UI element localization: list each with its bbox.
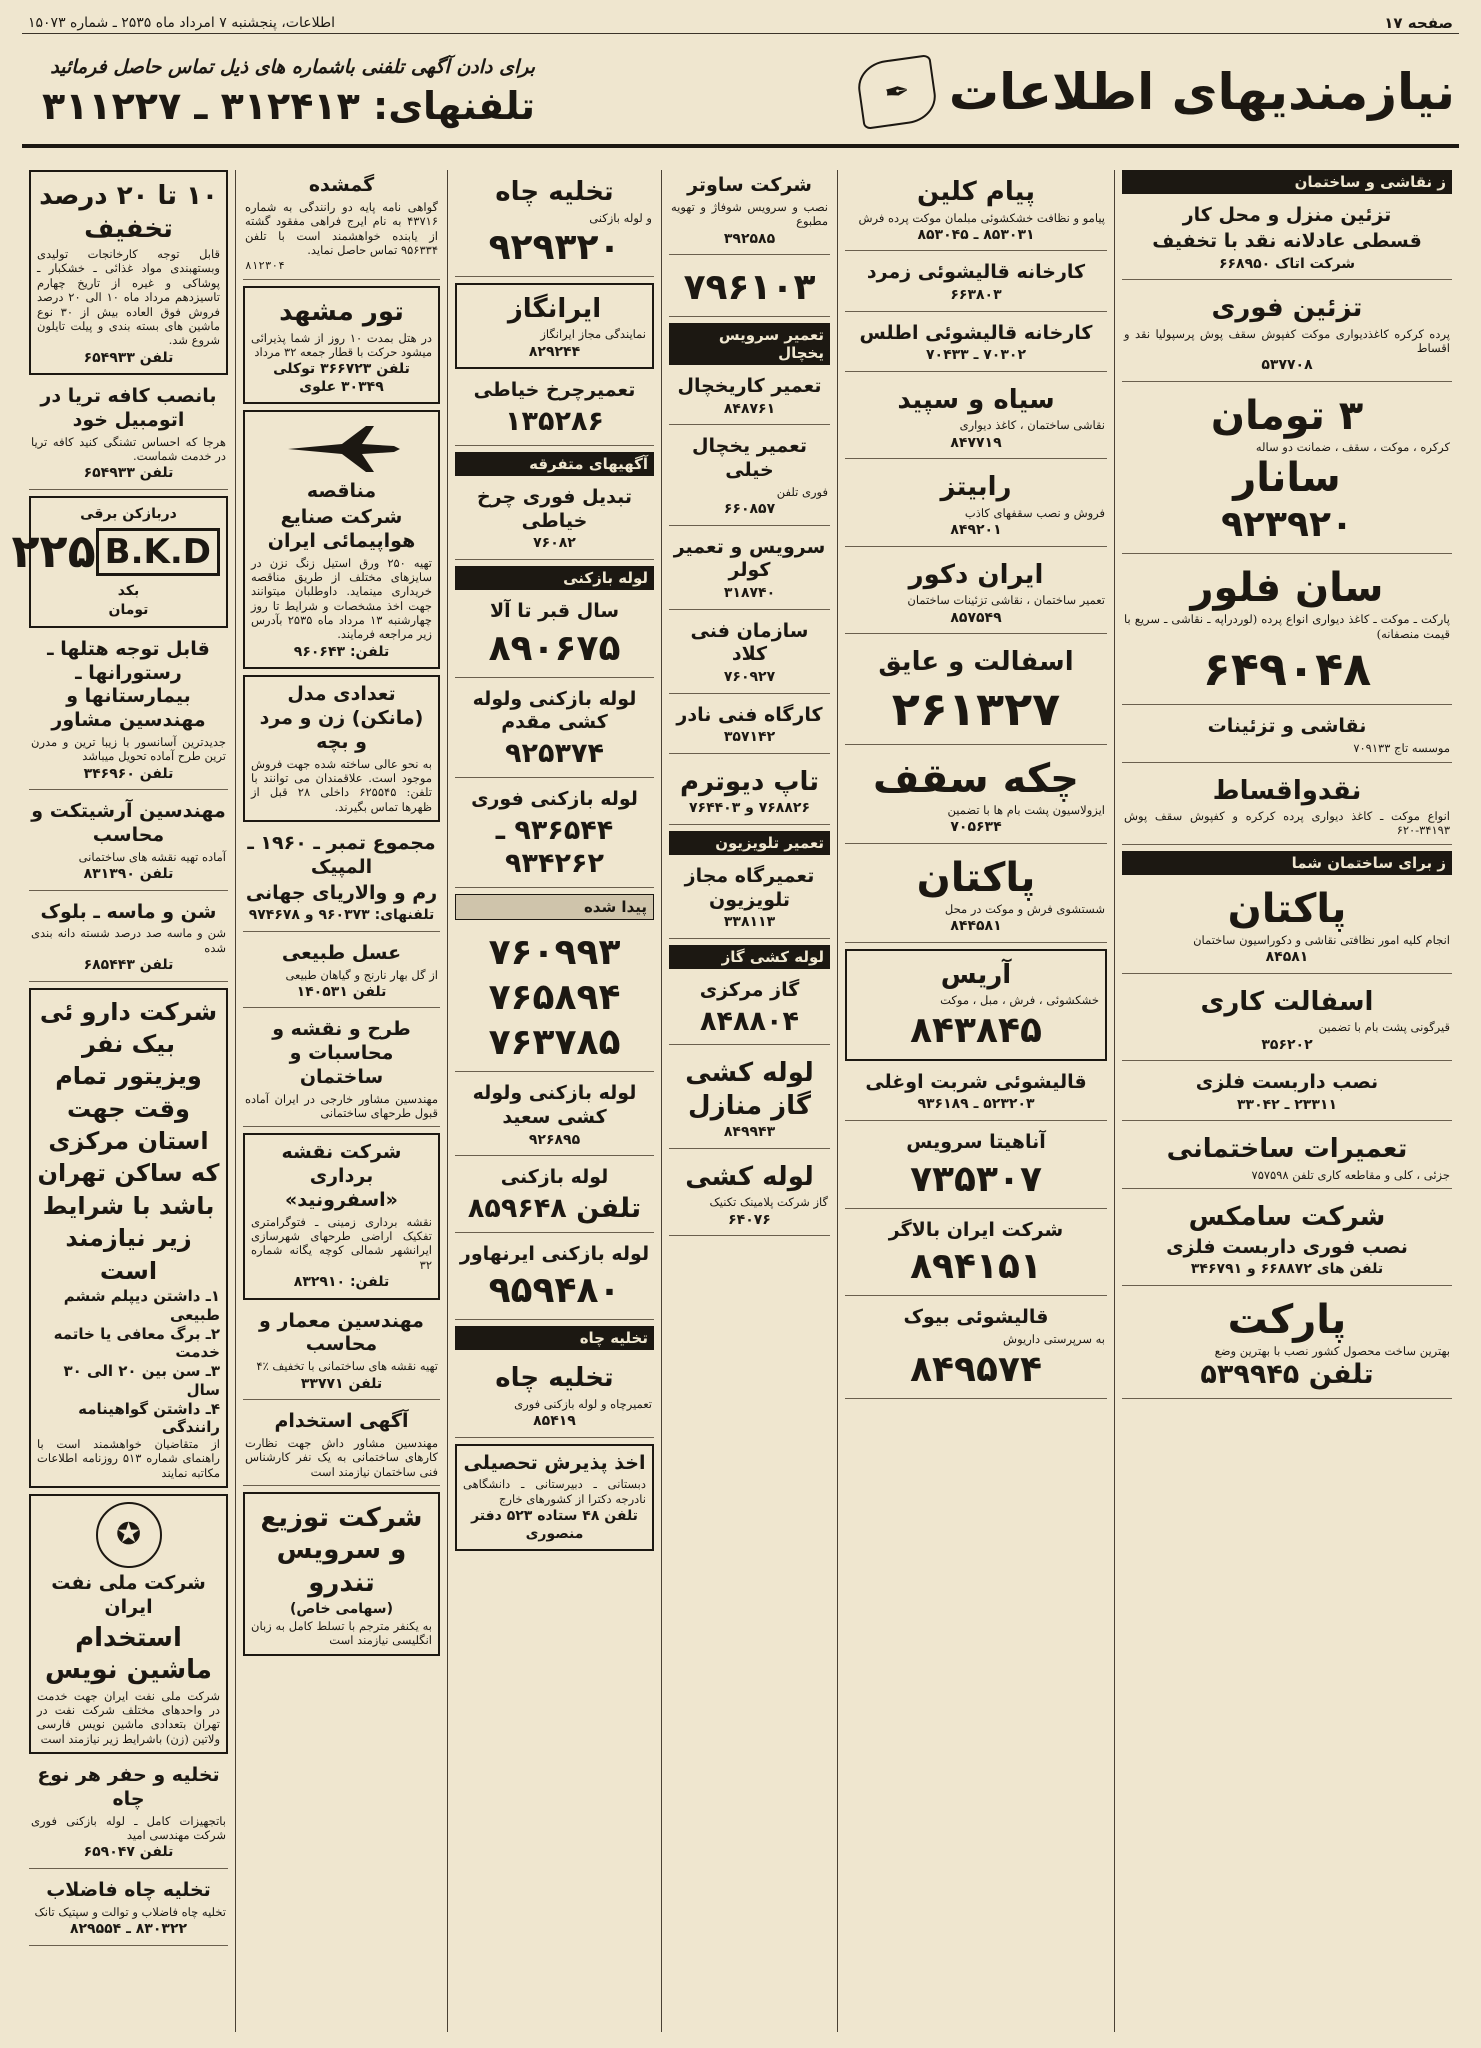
column-left — [11, 170, 235, 2032]
section-header: تعمیر سرویس یخچال — [669, 323, 830, 365]
classified-ad: اسفالت کاری قیرگونی پشت بام با تضمین ۳۵۶۲۰۲ — [1122, 980, 1452, 1061]
classified-ad: شرکت ساوتر نصب و سرویس شوفاژ و تهویه مطبوع ۳۹۲۵۸۵ — [669, 170, 830, 255]
classified-ad: تاپ دیوترم ۷۶۸۸۲۶ و ۷۶۴۴۰۳ — [669, 760, 830, 825]
classified-ad: سیاه و سپید نقاشی ساختمان ، کاغذ دیواری ۸۴۷۷۱۹ — [845, 378, 1107, 459]
classified-ad: اسفالت و عایق ۲۶۱۳۲۷ — [845, 640, 1107, 745]
classified-ad: تزئین فوری پرده کرکره کاغذدیواری موکت کفپوش سقف پوش پرسپولیا نقد و اقساط ۵۳۷۷۰۸ — [1122, 286, 1452, 382]
classified-ad: ۳ تومان کرکره ، موکت ، سقف ، ضمانت دو ساله سانار ۹۲۳۹۲۰ — [1122, 388, 1452, 554]
classified-ad: سرویس و تعمیر کولر ۳۱۸۷۴۰ — [669, 532, 830, 610]
classified-ad: اخذ پذیرش تحصیلی دبستانی ـ دبیرستانی ـ دانشگاهی نادرجه دکترا از کشورهای خارج تلفن ۴۸ ستاده ۵۲۳ دفتر منصوری — [455, 1444, 654, 1552]
classified-ad: ایران دکور تعمیر ساختمان ، نقاشی تزئینات ساختمان ۸۵۷۵۴۹ — [845, 553, 1107, 634]
classified-ad: شن و ماسه ـ بلوک شن و ماسه صد درصد شسته دانه بندی شده تلفن ۶۸۵۴۴۳ — [29, 897, 228, 982]
classified-ad: پارکت بهترین ساخت محصول کشور نصب با بهترین وضع تلفن ۵۳۹۹۴۵ — [1122, 1292, 1452, 1399]
bkd-logo: B.K.D — [96, 528, 220, 577]
classified-ad: سازمان فنی کلاد ۷۶۰۹۲۷ — [669, 616, 830, 694]
classified-ad: لوله بازکنی ایرنهاور ۹۵۹۴۸۰ — [455, 1239, 654, 1321]
classified-ad: ✪ شرکت ملی نفت ایران استخدام ماشین نویس شرکت ملی نفت ایران جهت خدمت در واحدهای مختلف شرکت نفت در تهران بتعدادی ماشین نویس فارسی ولاتین (زن) باشرایط زیر نیازمند است — [29, 1494, 228, 1754]
column-right — [1114, 170, 1459, 2032]
classified-ad: لوله بازکنی فوری ۹۳۶۵۴۴ ـ ۹۳۴۲۶۲ — [455, 784, 654, 888]
classified-ad: قالیشوئی بیوک به سرپرستی داریوش ۸۴۹۵۷۴ — [845, 1302, 1107, 1398]
classified-ad: مناقصه شرکت صنایع هواپیمائی ایران تهیه ۲۵۰ ورق استیل زنگ نزن در سایزهای مختلف از طریق مناقصه خریداری مینماید. داوطلبان میتوانند جهت اخذ مشخصات و شرایط تا روز چهارشنبه ۱۳ مرداد ماه ۲۵۳۵ بآدرس زیر مراجعه فرمایند. تلفن: ۹۶۰۶۴۳ — [243, 410, 440, 669]
classified-ad: تعمیرچرخ خیاطی ۱۳۵۲۸۶ — [455, 375, 654, 446]
classified-ad: تعدادی مدل (مانکن) زن و مرد و بچه به نحو عالی ساخته شده جهت فروش موجود است. علاقمندان می توانند با تلفن: ۶۲۵۵۴۵ داخلی ۲۸ قبل از ظهرها تماس بگیرند. — [243, 675, 440, 822]
classified-ad: مجموع تمبر ـ ۱۹۶۰ ـ المپیک رم و والاریای جهانی تلفنهای: ۹۶۰۳۷۳ و ۹۷۴۶۷۸ — [243, 828, 440, 932]
column-3 — [447, 170, 661, 2032]
masthead-title-block — [859, 40, 1459, 144]
call-note: برای دادن آگهی تلفنی باشماره های ذیل تماس حاصل فرمائید — [50, 56, 536, 78]
section-header: تخلیه چاه — [455, 1326, 654, 1350]
classified-ad: تبدیل فوری چرخ خیاطی ۷۶۰۸۲ — [455, 482, 654, 560]
classified-ad: مهندسین آرشیتکت و محاسب آماده تهیه نقشه های ساختمانی تلفن ۸۳۱۳۹۰ — [29, 796, 228, 890]
masthead-phones: تلفنهای: ۳۱۲۴۱۳ ـ ۳۱۱۲۲۷ — [42, 84, 536, 128]
classified-ad: لوله بازکنی ولوله کشی مقدم ۹۲۵۳۷۴ — [455, 684, 654, 778]
classified-ad: لوله بازکنی ولوله کشی سعید ۹۲۶۸۹۵ — [455, 1078, 654, 1156]
section-header: تعمیر تلویزیون — [669, 831, 830, 855]
masthead — [22, 40, 1459, 148]
classified-ad: تعمیر کاریخچال ۸۴۸۷۶۱ — [669, 371, 830, 425]
classified-ad: تخلیه چاه و لوله بازکنی ۹۲۹۳۲۰ — [455, 170, 654, 277]
classified-ad: شرکت دارو ئی بیک نفر ویزیتور تمام وقت جهت استان مرکزی که ساکن تهران باشد با شرایط زیر نیازمند است ۱ـ داشتن دیپلم ششم طبیعی ۲ـ برگ معافی یا خاتمه خدمت ۳ـ سن بین ۲۰ الی ۳۰ سال ۴ـ داشتن گواهینامه رانندگی از متقاضیان خواهشمند است با راهنمای شماره ۵۱۳ روزنامه اطلاعات مکاتبه نمایند — [29, 988, 228, 1489]
classified-ad: پاکتان شستشوی فرش و موکت در محل ۸۴۴۵۸۱ — [845, 850, 1107, 943]
classified-ad: آگهی استخدام مهندسین مشاور داش جهت نظارت کارهای ساختمانی به یک نفر کارشناس فنی ساختمان نیازمند است — [243, 1406, 440, 1486]
classified-ad: ۷۶۰۹۹۳ ۷۶۵۸۹۴ ۷۶۳۷۸۵ — [455, 926, 654, 1072]
classified-ad: مهندسین معمار و محاسب تهیه نقشه های ساختمانی با تخفیف ٪۴ تلفن ۳۳۷۷۱ — [243, 1306, 440, 1400]
classified-ad: تخلیه چاه تعمیرچاه و لوله بازکنی فوری ۸۵۴۱۹ — [455, 1356, 654, 1437]
classified-ad: نصب داربست فلزی ۲۳۳۱۱ ـ ۳۳۰۴۲ — [1122, 1067, 1452, 1121]
section-header: لوله بازکنی — [455, 566, 654, 590]
classified-ad: تخلیه چاه فاضلاب تخلیه چاه فاضلاب و توالت و سپتیک تانک ۸۳۰۳۲۲ ـ ۸۲۹۵۵۴ — [29, 1875, 228, 1946]
masthead-title: نیازمندیهای اطلاعات — [948, 63, 1455, 121]
classified-ad: شرکت توزیع و سرویس تندرو (سهامی خاص) به یکنفر مترجم با تسلط کامل به زبان انگلیسی نیازمند است — [243, 1492, 440, 1656]
section-header: آگهیهای متفرقه — [455, 452, 654, 476]
classified-ad: طرح و نقشه و محاسبات و ساختمان مهندسین مشاور خارجی در ایران آماده قبول طرحهای ساختمانی — [243, 1014, 440, 1127]
classified-ad: ایرانگاز نمایندگی مجاز ایرانگاز ۸۲۹۲۴۴ — [455, 283, 654, 369]
column-4 — [661, 170, 837, 2032]
price: ۲۲۵ — [11, 524, 96, 579]
classified-ad-bkd: دربازکن برقی B.K.D ۲۲۵ بکد تومان — [29, 496, 228, 628]
classified-ad: سان فلور پارکت ـ موکت ـ کاغذ دیواری انواع پرده (لوردراپه ـ نقاشی ـ سریع با قیمت منصفانه) ۶۴۹۰۴۸ — [1122, 560, 1452, 705]
issue-line: اطلاعات، پنجشنبه ۷ امرداد ماه ۲۵۳۵ ـ شماره ۱۵۰۷۳ — [28, 14, 335, 31]
classified-ad: آناهیتا سرویس ۷۳۵۳۰۷ — [845, 1127, 1107, 1209]
classified-ad: لوله کشی گاز منازل ۸۴۹۹۴۳ — [669, 1051, 830, 1149]
classified-ad: گمشده گواهی نامه پایه دو رانندگی به شماره ۴۳۷۱۶ به نام ایرج فراهی مفقود گشته از یابنده خواهشمند است با تلفن ۹۵۶۳۳۴ تماس حاصل نماید. ۸۱۲۳۰۴ — [243, 170, 440, 280]
classified-ad: تعمیر یخچال خیلی فوری تلفن ۶۶۰۸۵۷ — [669, 431, 830, 525]
classified-ad: چکه سقف ایزولاسیون پشت بام ها با تضمین ۷۰۵۶۳۴ — [845, 751, 1107, 844]
classified-ad: تخلیه و حفر هر نوع چاه باتجهیزات کامل ـ لوله بازکنی فوری شرکت مهندسی امید تلفن ۶۵۹۰۴۷ — [29, 1760, 228, 1869]
classified-ad: نقاشی و تزئینات موسسه تاج ۷۰۹۱۳۳ — [1122, 711, 1452, 762]
classified-ad: لوله کشی گاز شرکت پلامینک تکنیک ۶۴۰۷۶ — [669, 1155, 830, 1236]
classified-ad: کارخانه قالیشوئی اطلس ۷۰۳۰۲ ـ ۷۰۴۳۳ — [845, 318, 1107, 372]
classified-ad: تزئین منزل و محل کار قسطی عادلانه نقد با تخفیف شرکت اتاک ۶۶۸۹۵۰ — [1122, 200, 1452, 280]
classified-ad: لوله بازکنی تلفن ۸۵۹۶۴۸ — [455, 1162, 654, 1233]
classified-ad: تور مشهد در هتل بمدت ۱۰ روز از شما پذیرائی میشود حرکت با قطار جمعه ۳۲ مرداد تلفن ۳۶۶۷۲۳ توکلی ۳۰۳۴۹ علوی — [243, 286, 440, 404]
newspaper-logo-icon: ✒ — [855, 54, 939, 130]
classified-ad: ۷۹۶۱۰۳ — [669, 261, 830, 317]
classified-ad: شرکت سامکس نصب فوری داربست فلزی تلفن های ۶۶۸۸۷۲ و ۳۴۶۷۹۱ — [1122, 1195, 1452, 1286]
classified-ad: پیام کلین پیامو و نظافت خشکشوئی مبلمان موکت پرده فرش ۸۵۳۰۳۱ ـ ۸۵۳۰۴۵ — [845, 170, 1107, 251]
classified-ad: تعمیرگاه مجاز تلویزیون ۳۳۸۱۱۳ — [669, 861, 830, 939]
column-2 — [235, 170, 447, 2032]
classified-ad: آریس خشکشوئی ، فرش ، مبل ، موکت ۸۴۳۸۴۵ — [845, 949, 1107, 1061]
section-header: لوله کشی گاز — [669, 945, 830, 969]
classified-ad: گاز مرکزی ۸۴۸۸۰۴ — [669, 975, 830, 1046]
fighter-jet-icon — [251, 422, 432, 476]
section-header: پیدا شده — [455, 894, 654, 920]
classified-ad: ۱۰ تا ۲۰ درصد تخفیف قابل توجه کارخانجات تولیدی وبستهبندی مواد غذائی ـ خشکبار ـ پوشاکی و غیره از تاریخ چهارم تاسیزدهم مرداد ماه ۱۰ الی ۲۰ درصد فروش فوق العاده بیش از ۳۰ نوع ماشین های بسته بندی و پیلت تایلون شروع شد. تلفن ۶۵۴۹۳۳ — [29, 170, 228, 375]
column-5 — [837, 170, 1114, 2032]
classified-ad: کارگاه فنی نادر ۳۵۷۱۴۲ — [669, 700, 830, 754]
page-number: صفحه ۱۷ — [1384, 13, 1453, 32]
section-header: ز برای ساختمان شما — [1122, 851, 1452, 875]
folio-line — [22, 14, 1459, 34]
classified-ad: کارخانه قالیشوئی زمرد ۶۶۳۸۰۳ — [845, 257, 1107, 311]
section-header: ز نقاشی و ساختمان — [1122, 170, 1452, 194]
classified-ad: شرکت نقشه برداری «اسفرونید» نقشه برداری زمینی ـ فتوگرامتری تفکیک اراضی طرحهای شهرسازی ایرانشهر شمالی کوچه یگانه شماره ۳۲ تلفن: ۸۳۲۹۱۰ — [243, 1133, 440, 1299]
masthead-contact — [22, 40, 535, 144]
classified-ad: تعمیرات ساختمانی جزئی ، کلی و مقاطعه کاری تلفن ۷۵۷۵۹۸ — [1122, 1127, 1452, 1189]
classified-ad: بانصب کافه تریا در اتومبیل خود هرجا که احساس تشنگی کنید کافه تریا در خدمت شماست. تلفن ۶۵۴۹۳۳ — [29, 381, 228, 490]
classified-ad: پاکتان انجام کلیه امور نظافتی نقاشی و دکوراسیون ساختمان ۸۴۵۸۱ — [1122, 881, 1452, 974]
classified-ad: سال قبر تا آلا ۸۹۰۶۷۵ — [455, 596, 654, 678]
classified-ad: نقدواقساط انواع موکت ـ کاغذ دیواری پرده کرکره و کفپوش سقف پوش ۳۴۱۹۳-۶۲۰ — [1122, 769, 1452, 845]
classified-ad: عسل طبیعی از گل بهار نارنج و گیاهان طبیعی تلفن ۱۴۰۵۳۱ — [243, 938, 440, 1009]
ad-columns — [11, 170, 1459, 2032]
classified-ad: قالیشوئی شربت اوغلی ۵۲۳۲۰۳ ـ ۹۳۶۱۸۹ — [845, 1067, 1107, 1121]
classified-ad: رابیتز فروش و نصب سقفهای کاذب ۸۴۹۲۰۱ — [845, 465, 1107, 546]
oil-company-emblem-icon: ✪ — [96, 1502, 162, 1568]
classified-ad: قابل توجه هتلها ـ رستورانها ـ بیمارستانها و مهندسین مشاور جدیدترین آسانسور با زیبا ترین و مدرن ترین طرح آماده تحویل میباشد تلفن ۳۴۶۹۶۰ — [29, 634, 228, 790]
classified-ad: شرکت ایران بالاگر ۸۹۴۱۵۱ — [845, 1215, 1107, 1297]
